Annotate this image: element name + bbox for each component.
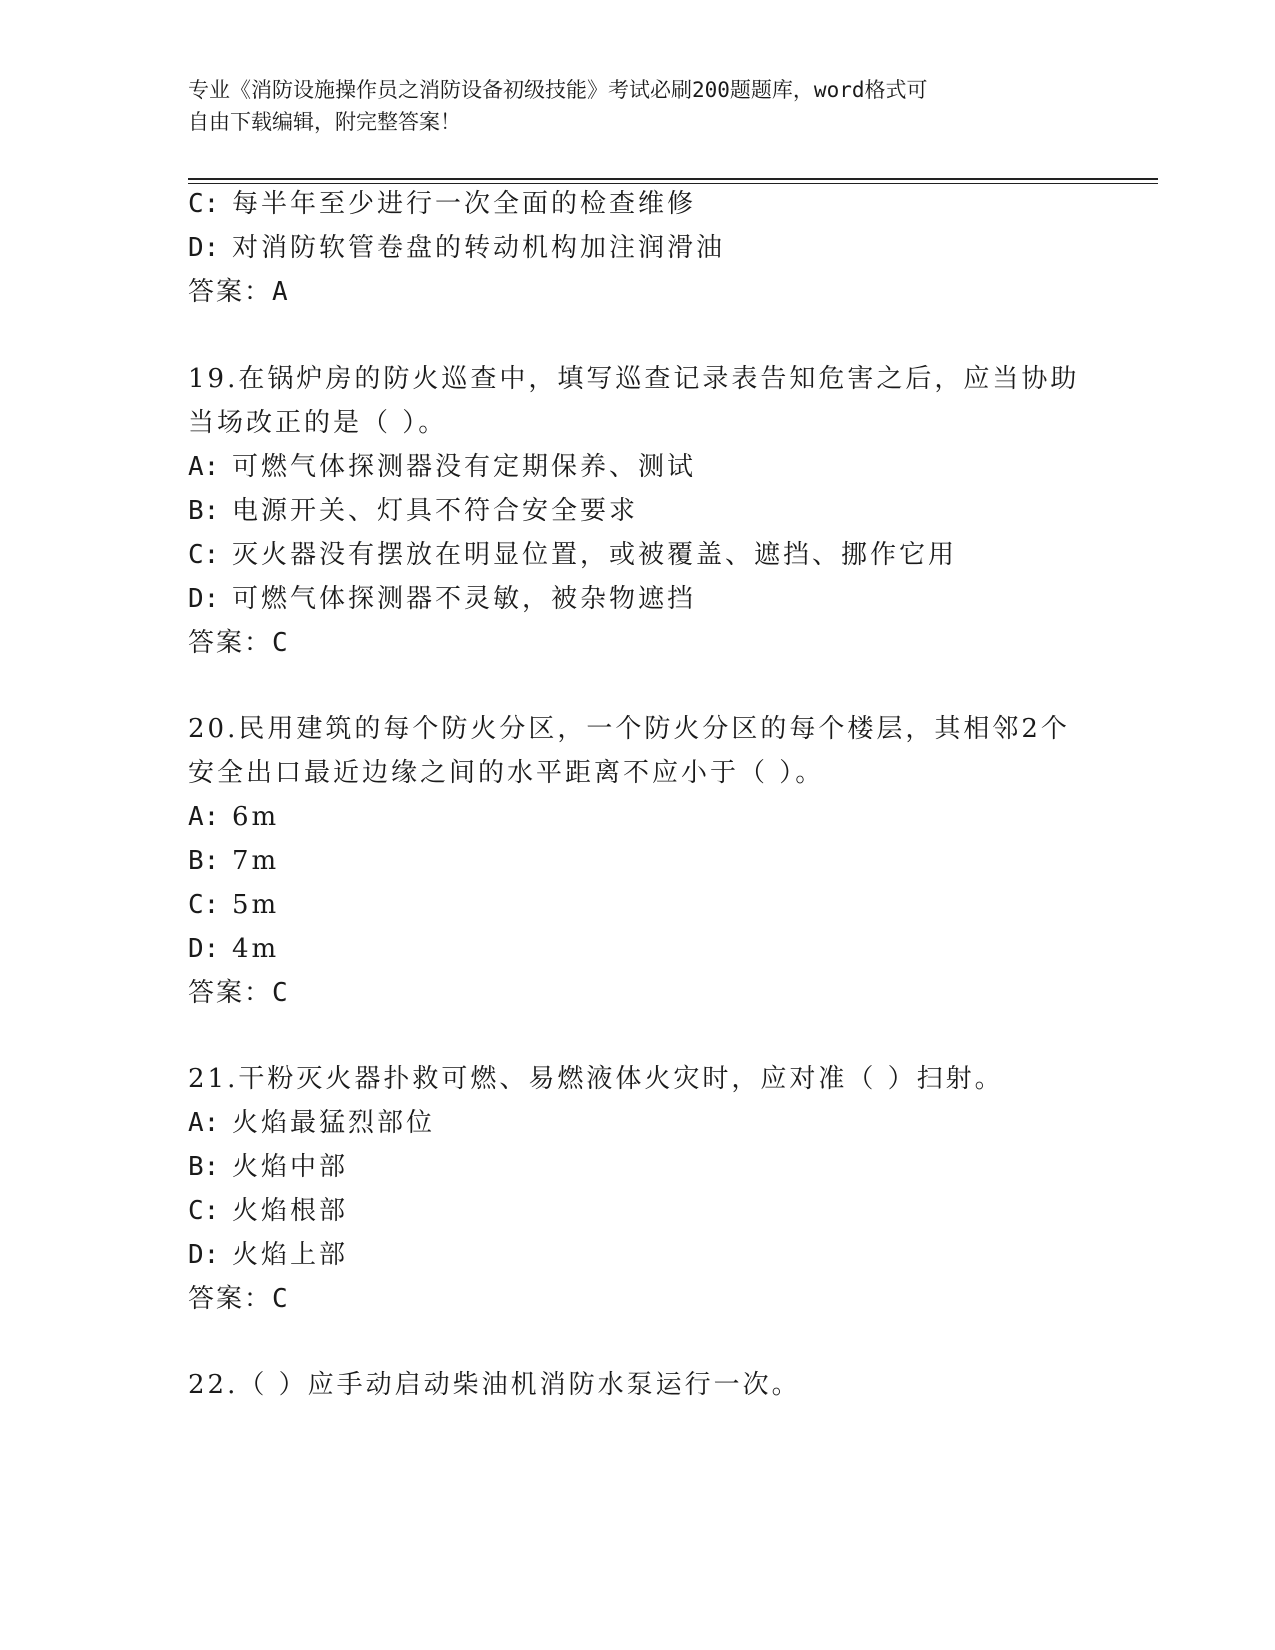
header-divider-thick <box>188 178 1158 180</box>
q19-stem-line-2: 当场改正的是（ ）。 <box>188 408 448 438</box>
header-line-2: 自由下载编辑，附完整答案！ <box>188 110 461 134</box>
q20-option-c: C: 5m <box>188 890 280 920</box>
q20-stem-line-1: 20.民用建筑的每个防火分区，一个防火分区的每个楼层，其相邻2个 <box>188 714 1070 744</box>
q19-option-c: C: 灭火器没有摆放在明显位置，或被覆盖、遮挡、挪作它用 <box>188 540 958 570</box>
q21-option-d: D: 火焰上部 <box>188 1240 349 1270</box>
q19-answer: 答案：C <box>188 628 290 658</box>
q18-answer: 答案：A <box>188 277 290 307</box>
q21-option-a: A: 火焰最猛烈部位 <box>188 1108 436 1138</box>
q20-option-d: D: 4m <box>188 934 280 964</box>
q21-stem-line-1: 21.干粉灭火器扑救可燃、易燃液体火灾时，应对准（ ）扫射。 <box>188 1064 1004 1094</box>
q21-answer: 答案：C <box>188 1284 290 1314</box>
q20-option-b: B: 7m <box>188 846 280 876</box>
q20-option-a: A: 6m <box>188 802 280 832</box>
q18-option-d: D: 对消防软管卷盘的转动机构加注润滑油 <box>188 233 726 263</box>
q20-stem-line-2: 安全出口最近边缘之间的水平距离不应小于（ ）。 <box>188 758 825 788</box>
q20-answer: 答案：C <box>188 978 290 1008</box>
q19-stem-line-1: 19.在锅炉房的防火巡查中，填写巡查记录表告知危害之后，应当协助 <box>188 364 1080 394</box>
q21-option-c: C: 火焰根部 <box>188 1196 349 1226</box>
header-divider-thin <box>188 183 1158 184</box>
q19-option-a: A: 可燃气体探测器没有定期保养、测试 <box>188 452 697 482</box>
document-header <box>188 74 1088 138</box>
q19-option-d: D: 可燃气体探测器不灵敏，被杂物遮挡 <box>188 584 697 614</box>
q19-option-b: B: 电源开关、灯具不符合安全要求 <box>188 496 639 526</box>
q18-option-c: C: 每半年至少进行一次全面的检查维修 <box>188 189 697 219</box>
q21-option-b: B: 火焰中部 <box>188 1152 349 1182</box>
q22-stem-line-1: 22.（ ）应手动启动柴油机消防水泵运行一次。 <box>188 1370 801 1400</box>
header-line-1: 专业《消防设施操作员之消防设备初级技能》考试必刷200题题库，word格式可 <box>188 78 928 102</box>
